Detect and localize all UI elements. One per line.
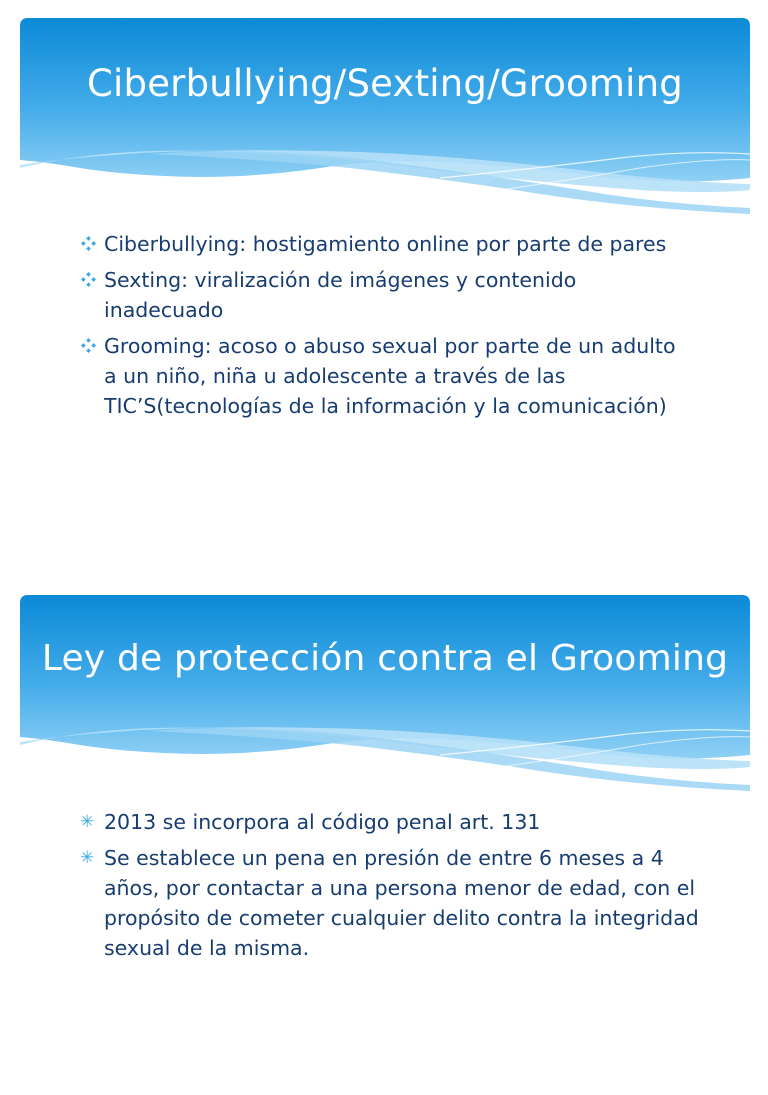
asterisk-bullet-icon: ✳: [80, 812, 95, 832]
slide-1: [20, 18, 750, 518]
slide-title: Ley de protección contra el Grooming: [41, 638, 729, 679]
bullet-text: Se establece un pena en presión de entre 6 meses a 4 años, por contactar a una persona menor de edad, con el propósito de cometer cualquier delito contra la integridad sexual de la misma.: [104, 846, 699, 960]
four-diamond-bullet-icon: [80, 265, 102, 295]
bullet-list: [80, 229, 680, 427]
list-item: [80, 229, 680, 259]
slide-2: [20, 595, 750, 1095]
list-item: [80, 265, 680, 325]
bullet-text: 2013 se incorpora al código penal art. 131: [104, 810, 541, 834]
wave-header-graphic: [20, 18, 750, 218]
slide-title: Ciberbullying/Sexting/Grooming: [87, 62, 683, 105]
list-item: [80, 331, 680, 421]
list-item: [80, 843, 700, 963]
slide-2-header: [20, 595, 750, 795]
four-diamond-bullet-icon: [80, 331, 102, 361]
bullet-text: Sexting: viralización de imágenes y contenido inadecuado: [104, 268, 577, 322]
asterisk-bullet-icon: ✳: [80, 848, 95, 868]
bullet-text: Grooming: acoso o abuso sexual por parte de un adulto a un niño, niña u adolescente a través de las TIC’S(tecnologías de la información y la comunicación): [104, 334, 676, 418]
slide-1-header: [20, 18, 750, 218]
four-diamond-bullet-icon: [80, 229, 102, 259]
list-item: [80, 807, 700, 837]
wave-header-graphic: [20, 595, 750, 795]
bullet-list: [80, 807, 700, 969]
bullet-text: Ciberbullying: hostigamiento online por parte de pares: [104, 232, 667, 256]
